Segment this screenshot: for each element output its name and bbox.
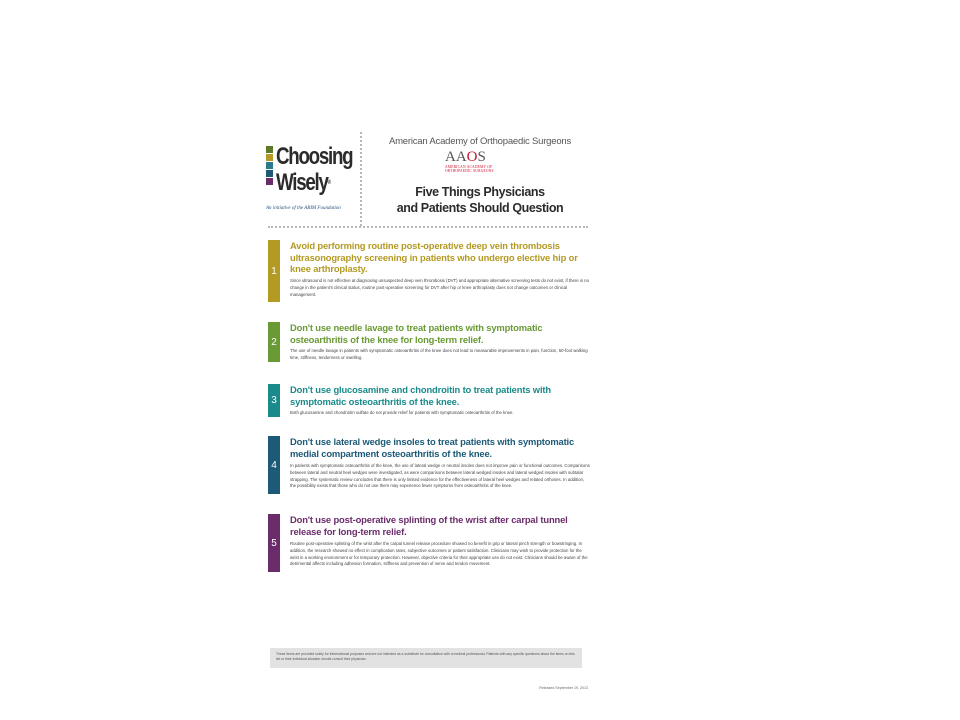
item-body: Both glucosamine and chondroitin sulfate do not provide relief for patients with symptomatic osteoarthritis of the knee. xyxy=(290,410,514,415)
logo-tagline: An initiative of the ABIM Foundation xyxy=(266,206,341,211)
list-item-2 xyxy=(268,322,588,362)
item-body: Routine post-operative splinting of the wrist after the carpal tunnel release procedure showed no benefit in grip or lateral pinch strength or bowstringing. In addition, the research showed no effect in complication rates, subjective outcomes or patient satisfaction. Clinicians may wish to provide protection for the wrist in a working environment or for temporary protection. However, objective criteria for their appropriate use do not exist. Clinicians should be aware of the detrimental affects including adhesion formation, stiffness and prevention of nerve and tendon movement. xyxy=(290,541,588,567)
horizontal-divider xyxy=(268,226,588,228)
item-title: Don't use glucosamine and chondroitin to treat patients with symptomatic osteoarthritis of the knee. xyxy=(290,384,551,407)
list-item-5 xyxy=(268,514,588,572)
item-number-badge: 5 xyxy=(268,514,280,572)
logo-wordmark: Choosing Wisely® xyxy=(276,143,353,196)
vertical-divider xyxy=(360,132,362,226)
item-number-badge: 4 xyxy=(268,436,280,494)
item-body: The use of needle lavage in patients with symptomatic osteoarthritis of the knee does not lead to measurable improvements in pain, function, 50-foot walking time, stiffness, tenderness or swelling. xyxy=(290,348,588,360)
item-title: Don't use needle lavage to treat patients with symptomatic osteoarthritis of the knee for long-term relief. xyxy=(290,322,543,345)
item-number-badge: 1 xyxy=(268,240,280,302)
list-item-1 xyxy=(268,240,588,302)
list-item-3 xyxy=(268,384,588,417)
document-page xyxy=(262,128,592,700)
release-date: Released September 19, 2013 xyxy=(539,686,588,690)
page-title: Five Things Physicians and Patients Should Question xyxy=(396,185,564,215)
choosing-wisely-logo xyxy=(266,144,358,206)
item-number-badge: 3 xyxy=(268,384,280,417)
item-number-badge: 2 xyxy=(268,322,280,362)
disclaimer-box: These items are provided solely for informational purposes and are not intended as a substitute for consultation with a medical professional. Patients with any specific questions about the items on this list or their individual situation should consult their physician. xyxy=(270,648,582,668)
aaos-logo: AAOS AMERICAN ACADEMY OF ORTHOPAEDIC SURGEONS xyxy=(445,149,494,173)
organization-name: American Academy of Orthopaedic Surgeons xyxy=(388,136,572,147)
list-item-4 xyxy=(268,436,588,494)
item-title: Don't use post-operative splinting of the wrist after carpal tunnel release for long-term relief. xyxy=(290,514,568,537)
item-title: Avoid performing routine post-operative deep vein thrombosis ultrasonography screening in patients who undergo elective hip or knee arthroplasty. xyxy=(290,240,578,274)
item-body: In patients with symptomatic osteoarthritis of the knee, the use of lateral wedge or neutral insoles does not improve pain or functional outcomes. Comparisons between lateral and neutral heel wedges were investigated, as were comparisons between lateral wedged insoles and lateral wedged insoles with subtalar strapping. The systematic review concludes that there is only limited evidence for the effectiveness of lateral heel wedges and related orthoses. In addition, the possibility exists that those who do not use them may experience fewer symptoms from osteoarthritis of the knee. xyxy=(290,463,590,489)
logo-squares xyxy=(266,146,274,186)
item-title: Don't use lateral wedge insoles to treat patients with symptomatic medial compartment osteoarthritis of the knee. xyxy=(290,436,575,459)
item-body: Since ultrasound is not effective at diagnosing unsuspected deep vein thrombosis (DVT) and appropriate alternative screening tests do not exist, if there is no change in the patient's clinical status, routine post-operative screening for DVT after hip or knee arthroplasty does not change outcomes or clinical management. xyxy=(290,278,589,297)
